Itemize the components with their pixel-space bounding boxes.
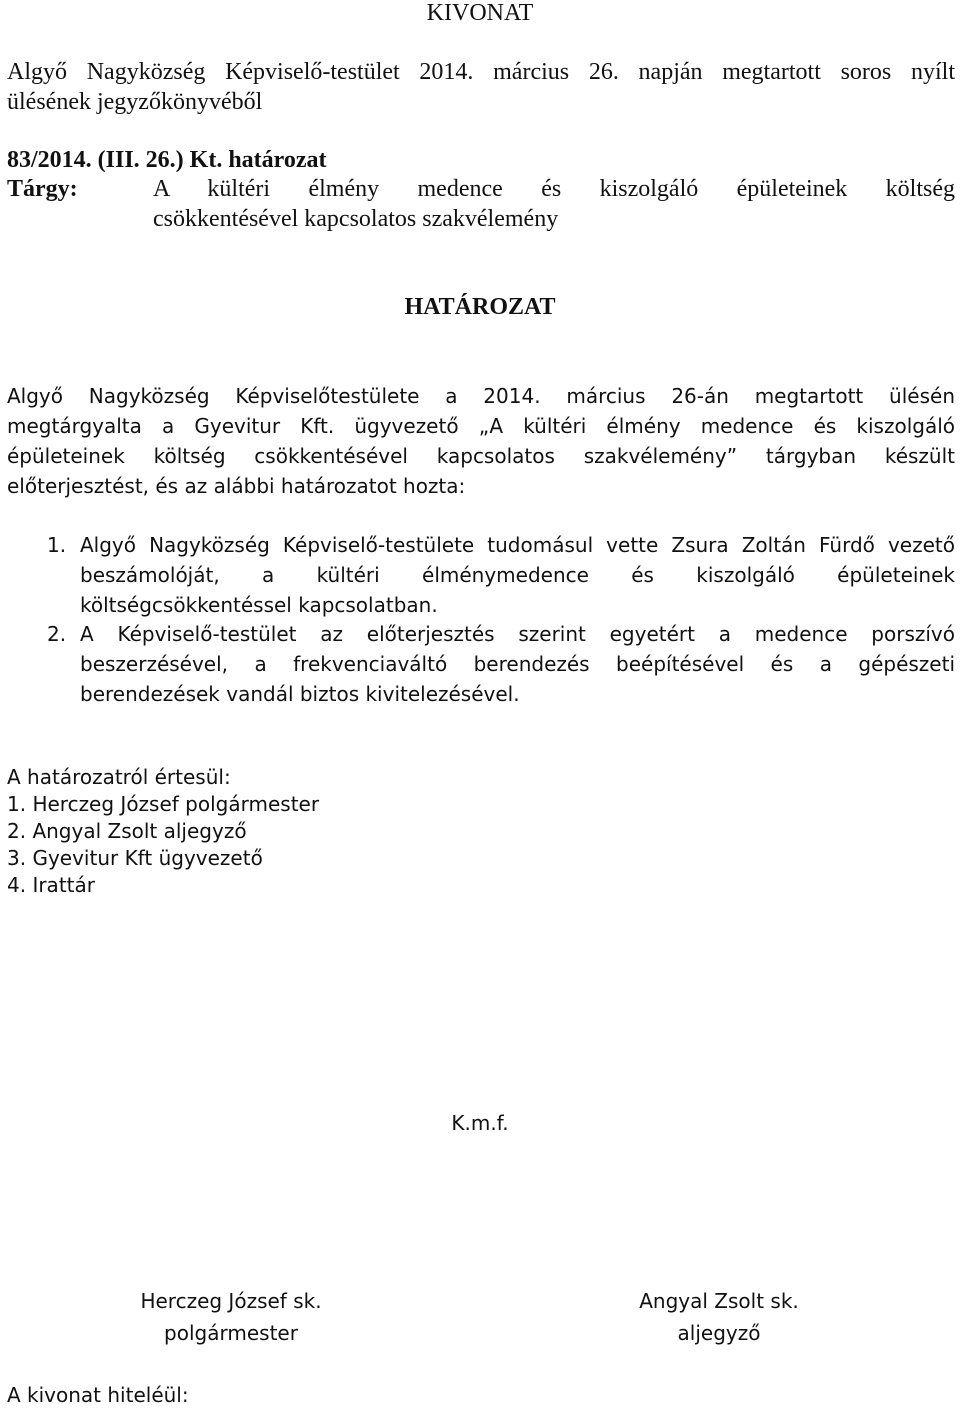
recipient-4: 4. Irattár [7,873,95,897]
recipient-1: 1. Herczeg József polgármester [7,792,320,816]
body-line-2-text: megtárgyalta a Gyevitur Kft. ügyvezető [7,414,479,438]
body-line-1: Algyő Nagyközség Képviselőtestülete a 2014. március 26-án megtartott ülésén [7,384,955,408]
body-line-2 [7,411,955,441]
subject-line-2: csökkentésével kapcsolatos szakvélemény [153,206,559,232]
point-2-number: 2. [47,622,67,646]
resolution-number: 83/2014. (III. 26.) Kt. határozat [7,147,327,173]
recipients-label: A határozatról értesül: [7,765,231,789]
resolution-heading: HATÁROZAT [404,294,556,320]
point-1-number: 1. [47,533,67,557]
signature-left [91,1285,371,1349]
subject-label: Tárgy: [7,176,78,202]
footer-authentication: A kivonat hiteléül: [7,1383,189,1407]
signature-right-name: Angyal Zsolt sk. [639,1289,799,1313]
recipient-2: 2. Angyal Zsolt aljegyző [7,819,247,843]
body-line-3 [7,441,955,471]
point-2-line-2: beszerzésével, a frekvenciaváltó berendezés beépítésével és a gépészeti [80,652,955,676]
point-2-line-1: A Képviselő-testület az előterjesztés szerint egyetért a medence porszívó [80,622,955,646]
point-1-line-1: Algyő Nagyközség Képviselő-testülete tudomásul vette Zsura Zoltán Fürdő vezető [80,533,955,557]
intro-line-2: ülésének jegyzőkönyvéből [7,89,263,115]
point-1-line-3: költségcsökkentéssel kapcsolatban. [80,593,438,617]
subject-line-1: A kültéri élmény medence és kiszolgáló épületeinek költség [153,176,955,202]
body-line-4: előterjesztést, és az alábbi határozatot hozta: [7,474,466,498]
signature-right [579,1285,859,1349]
body-line-3-text: tárgyban készült [765,444,956,468]
kmf: K.m.f. [451,1111,509,1135]
body-line-2-quote: „A kültéri élmény medence és kiszolgáló [478,414,955,438]
point-2-line-3: berendezések vandál biztos kivitelezésével. [80,682,520,706]
signature-left-title: polgármester [164,1321,298,1345]
recipient-3: 3. Gyevitur Kft ügyvezető [7,846,263,870]
signature-left-name: Herczeg József sk. [140,1289,322,1313]
document-title: KIVONAT [426,0,534,26]
point-1-line-2: beszámolóját, a kültéri élménymedence és kiszolgáló épületeinek [80,563,955,587]
signature-right-title: aljegyző [677,1321,761,1345]
body-line-3-quote: épületeinek költség csökkentésével kapcsolatos szakvélemény” [7,444,738,468]
intro-line-1: Algyő Nagyközség Képviselő-testület 2014. március 26. napján megtartott soros nyílt [7,59,955,85]
